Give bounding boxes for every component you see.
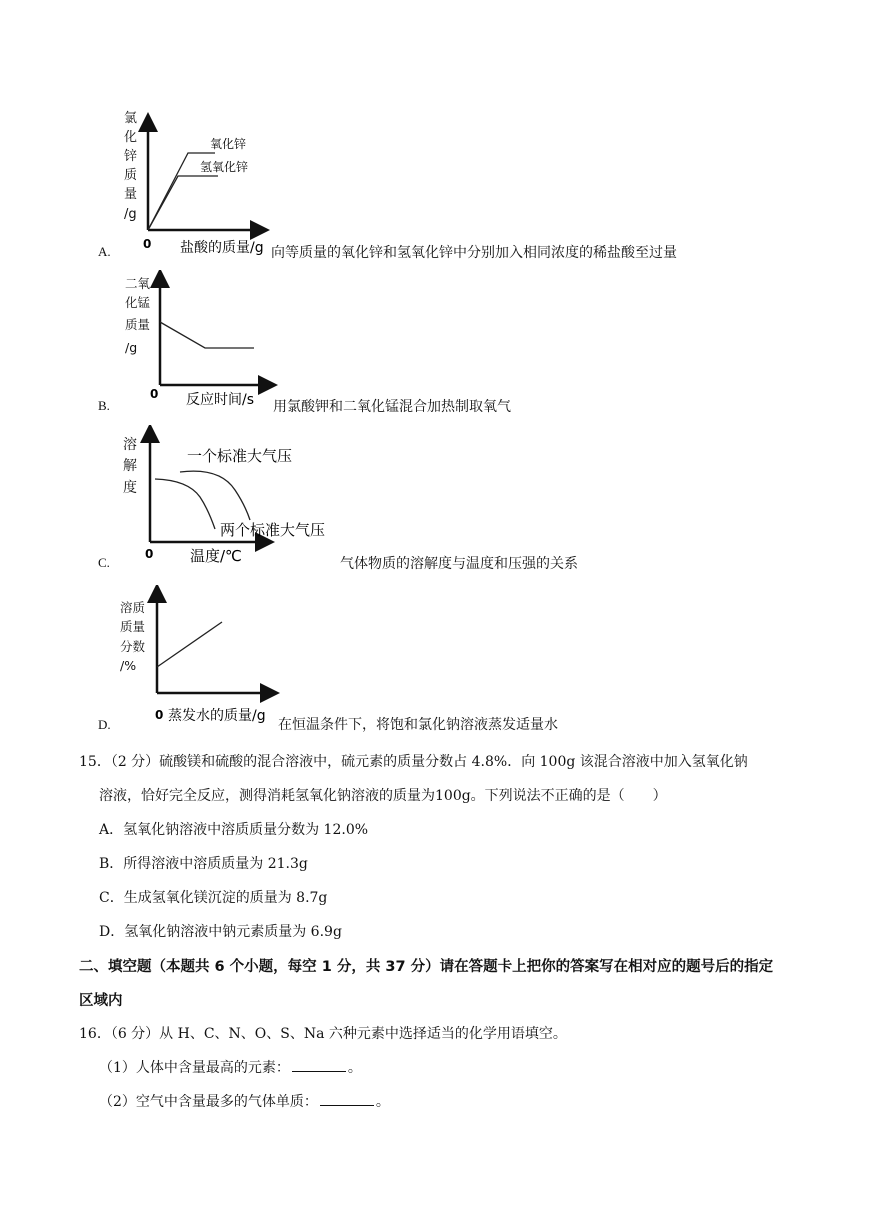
line-mno2-mass xyxy=(160,322,254,348)
curve-two-atm xyxy=(155,479,215,529)
q15-option-c: C．生成氢氧化镁沉淀的质量为 8.7g xyxy=(99,890,328,906)
figure-c-graph xyxy=(110,425,350,575)
x-label: 反应时间/s xyxy=(186,392,255,408)
y-label: 二氧 化锰 质量 /g xyxy=(125,276,151,355)
q15-option-b: B．所得溶液中溶质质量为 21.3g xyxy=(99,856,308,872)
figure-a-graph xyxy=(110,100,280,260)
line2-label: 氢氧化锌 xyxy=(200,160,249,174)
option-d-caption: 在恒温条件下，将饱和氯化钠溶液蒸发适量水 xyxy=(278,717,558,733)
x-label: 盐酸的质量/g xyxy=(180,240,264,256)
y-label: 氯 化 锌 质 量 /g xyxy=(124,111,138,222)
q16-sub2-blank[interactable] xyxy=(320,1091,374,1106)
option-b-caption: 用氯酸钾和二氧化锰混合加热制取氧气 xyxy=(273,399,511,415)
origin-label: 0 xyxy=(155,708,164,722)
q16-sub1 xyxy=(99,1057,362,1077)
option-d-letter: D. xyxy=(98,717,111,732)
section-2-heading: 二、填空题（本题共 6 个小题，每空 1 分，共 37 分）请在答题卡上把你的答案写在相对应的题号后的指定 xyxy=(79,959,774,975)
curve1-label: 一个标准大气压 xyxy=(187,447,293,465)
q15-option-d: D．氢氧化钠溶液中钠元素质量为 6.9g xyxy=(99,924,342,940)
curve2-label: 两个标准大气压 xyxy=(220,521,326,539)
q16-sub2 xyxy=(99,1091,390,1111)
option-a-caption: 向等质量的氧化锌和氢氧化锌中分别加入相同浓度的稀盐酸至过量 xyxy=(271,245,677,261)
section-2-heading-cont: 区域内 xyxy=(79,993,123,1009)
x-label: 温度/℃ xyxy=(190,547,242,565)
y-label: 溶质 质量 分数 /% xyxy=(120,600,146,673)
origin-label: 0 xyxy=(145,547,154,561)
figure-d-graph xyxy=(110,585,285,730)
figure-b-graph xyxy=(110,270,280,415)
option-c-caption: 气体物质的溶解度与温度和压强的关系 xyxy=(340,556,578,572)
y-label: 溶 解 度 xyxy=(123,437,137,496)
q16-sub1-blank[interactable] xyxy=(292,1057,346,1072)
line1-label: 氧化锌 xyxy=(210,137,247,151)
q15-stem-line2: 溶液，恰好完全反应，测得消耗氢氧化钠溶液的质量为100g。下列说法不正确的是（ ） xyxy=(99,788,667,804)
origin-label: 0 xyxy=(143,237,152,251)
line-zinc-hydroxide xyxy=(148,176,218,230)
q16-sub2-end: 。 xyxy=(375,1094,390,1110)
q16-sub1-end: 。 xyxy=(347,1060,362,1076)
option-c-letter: C. xyxy=(98,555,110,570)
x-label: 蒸发水的质量/g xyxy=(168,708,266,724)
line-solute-fraction xyxy=(157,622,222,667)
origin-label: 0 xyxy=(150,387,159,401)
q15-stem-line1: 15．（2 分）硫酸镁和硫酸的混合溶液中，硫元素的质量分数占 4.8%．向 100g 该混合溶液中加入氢氧化钠 xyxy=(79,754,748,770)
curve-one-atm xyxy=(180,471,250,520)
q15-option-a: A．氢氧化钠溶液中溶质质量分数为 12.0% xyxy=(99,822,369,838)
option-a-letter: A. xyxy=(98,244,111,259)
option-b-letter: B. xyxy=(98,398,110,413)
q16-stem: 16．（6 分）从 H、C、N、O、S、Na 六种元素中选择适当的化学用语填空。 xyxy=(79,1026,567,1042)
q16-sub2-text: （2）空气中含量最多的气体单质： xyxy=(99,1094,318,1110)
q16-sub1-text: （1）人体中含量最高的元素： xyxy=(99,1060,290,1076)
